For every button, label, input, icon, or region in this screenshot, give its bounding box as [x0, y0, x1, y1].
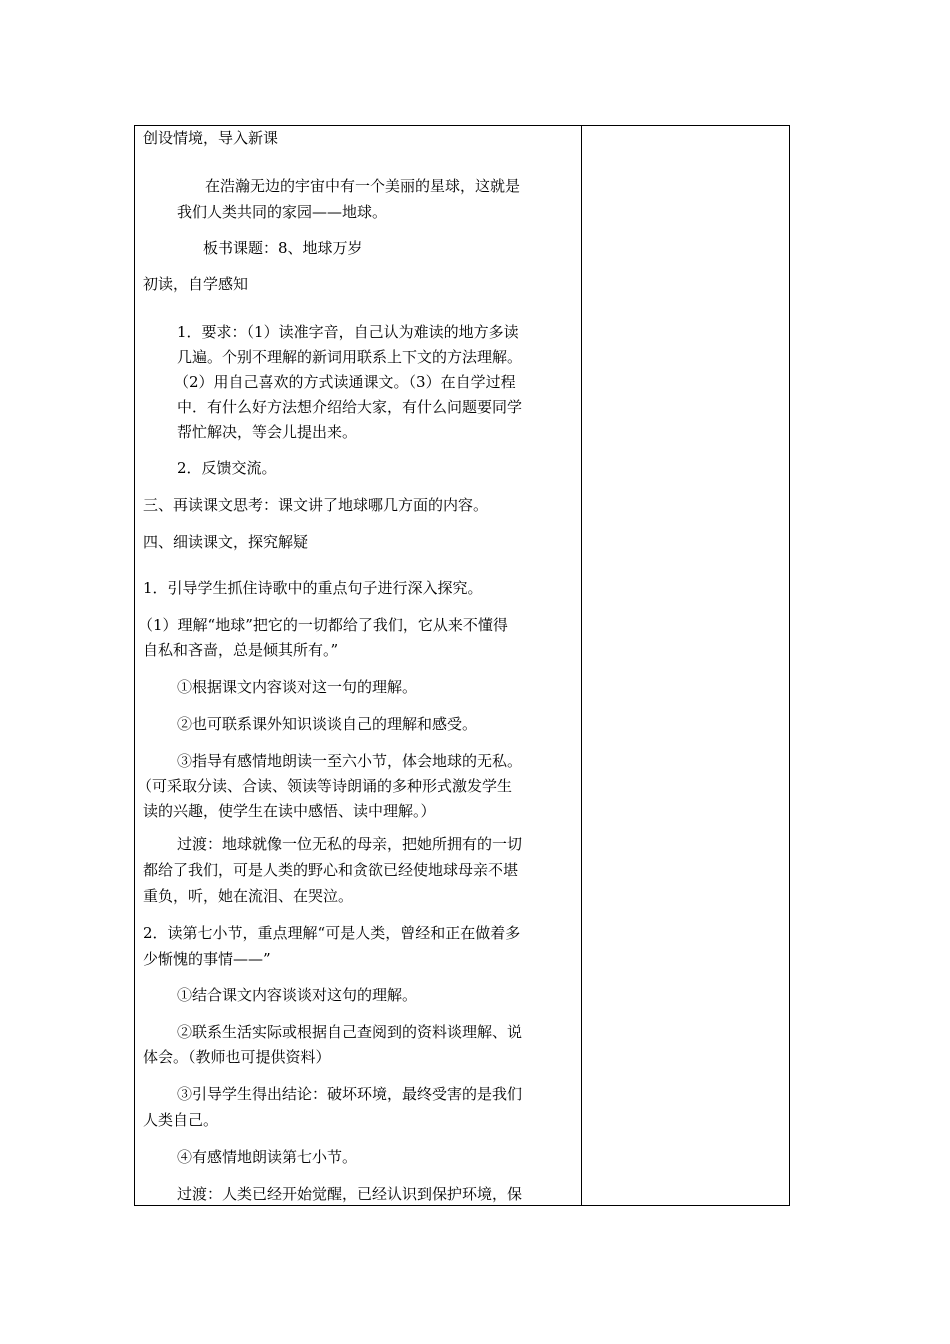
- text-line: ②也可联系课外知识谈谈自己的理解和感受。: [177, 715, 478, 733]
- text-line: 2．反馈交流。: [177, 459, 277, 477]
- section-heading: 四、细读课文，探究解疑: [143, 533, 309, 551]
- text-line: 重负，听，她在流泪、在哭泣。: [143, 887, 354, 905]
- text-line: 1．引导学生抓住诗歌中的重点句子进行深入探究。: [143, 579, 483, 597]
- section-heading: 三、再读课文思考：课文讲了地球哪几方面的内容。: [143, 496, 489, 514]
- text-line: （1）理解“地球”把它的一切都给了我们，它从来不懂得: [138, 616, 508, 634]
- text-line: （2）用自己喜欢的方式读通课文。（3）在自学过程: [174, 373, 516, 391]
- text-line: 我们人类共同的家园——地球。: [177, 203, 388, 221]
- text-line: 都给了我们，可是人类的野心和贪欲已经使地球母亲不堪: [143, 861, 519, 879]
- section-heading: 创设情境，导入新课: [143, 129, 279, 147]
- text-line: ②联系生活实际或根据自己查阅到的资料谈理解、说: [177, 1023, 523, 1041]
- text-line: 过渡：人类已经开始觉醒，已经认识到保护环境，保: [177, 1185, 523, 1203]
- text-line: （可采取分读、合读、领读等诗朗诵的多种形式激发学生: [137, 777, 513, 795]
- text-line: 少惭愧的事情——”: [143, 950, 271, 968]
- text-line: 2．读第七小节，重点理解“可是人类，曾经和正在做着多: [143, 924, 521, 942]
- text-line: ①结合课文内容谈谈对这句的理解。: [177, 986, 418, 1004]
- text-line: ③指导有感情地朗读一至六小节，体会地球的无私。: [177, 752, 523, 770]
- text-line: 几遍。个别不理解的新词用联系上下文的方法理解。: [177, 348, 523, 366]
- section-heading: 初读，自学感知: [143, 275, 249, 293]
- text-line: 帮忙解决，等会儿提出来。: [177, 423, 358, 441]
- text-line: ①根据课文内容谈对这一句的理解。: [177, 678, 418, 696]
- text-line: 中．有什么好方法想介绍给大家，有什么问题要同学: [177, 398, 523, 416]
- text-line: 过渡：地球就像一位无私的母亲，把她所拥有的一切: [177, 835, 523, 853]
- text-line: 在浩瀚无边的宇宙中有一个美丽的星球，这就是: [205, 177, 521, 195]
- notes-cell: [582, 126, 789, 1205]
- text-line: 读的兴趣，使学生在读中感悟、读中理解。）: [143, 802, 436, 820]
- text-line: 板书课题：8、地球万岁: [203, 239, 363, 257]
- text-line: 自私和吝啬，总是倾其所有。”: [143, 641, 339, 659]
- text-line: ④有感情地朗读第七小节。: [177, 1148, 358, 1166]
- text-line: 1．要求：（1）读准字音，自己认为难读的地方多读: [177, 323, 519, 341]
- text-line: ③引导学生得出结论：破坏环境，最终受害的是我们: [177, 1085, 523, 1103]
- text-line: 人类自己。: [143, 1111, 219, 1129]
- text-line: 体会。（教师也可提供资料）: [143, 1048, 331, 1066]
